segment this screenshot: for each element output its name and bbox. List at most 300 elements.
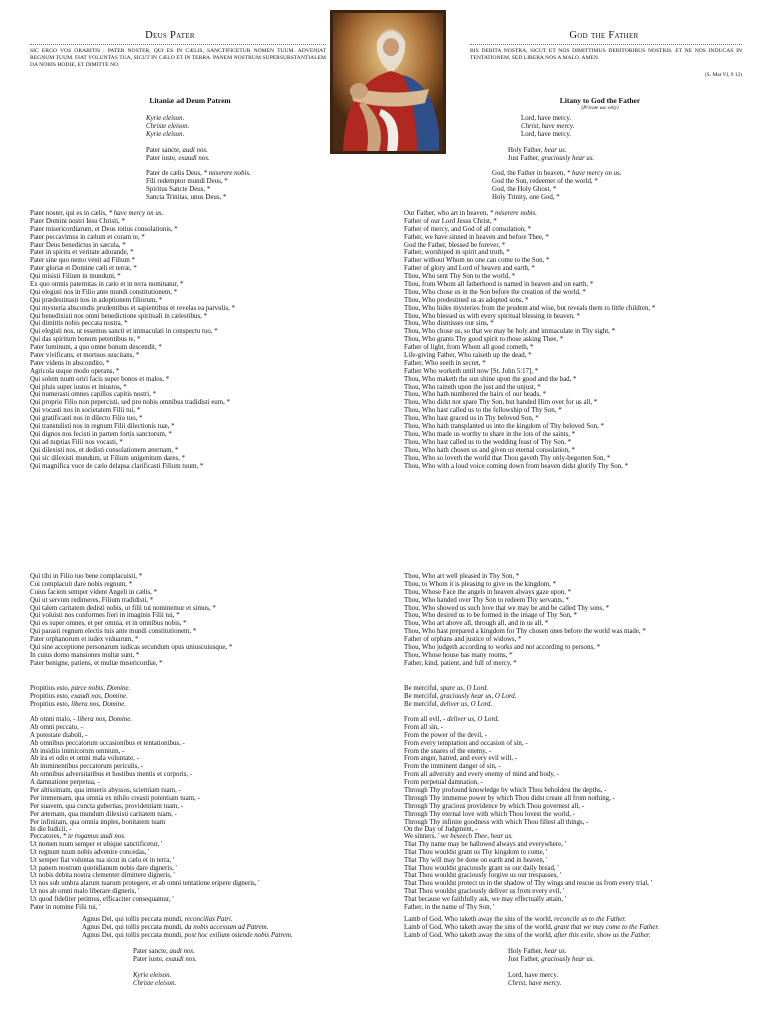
litany-line [404,431,655,439]
litany-line-text: Agnus Dei, qui tollis peccata mundi, [82,916,185,923]
litany-line-text: Qui vocasti nos in societatem Filii tui, * [30,407,141,415]
litany-line-text: Qui sine acceptione personarum iudicas secundum opus uniuscuiusque, * [30,644,233,652]
litany-line [404,763,615,771]
litany-line [404,463,655,471]
litany-line-text: Qui ut servum redimeres, Filium tradidisti, * [30,596,154,604]
litany-line [30,218,235,226]
english-invocations-continued [404,573,646,668]
litany-line-text: Per suavem, qua cuncta gubernas, providentiam tuam, - [30,802,184,810]
litany-line [508,980,594,988]
litany-line-text: Father of our Lord Jesus Christ, * [404,217,497,225]
litany-line [30,344,235,352]
litany-line-text: Lord, have mercy. [508,971,559,979]
litany-line-text: Thou, Who hath numbered the hairs of our heads, * [404,391,547,399]
litany-line-text: Ut semper fiat voluntas tua sicut in cælo et in terra, ' [30,856,174,864]
litany-line-text: Father Who worketh until now [St. John 5:17], * [404,367,539,375]
litany-line-text: Qui dilexisti nos, et dedisti consolationem æternam, * [30,446,179,454]
litany-line-text: From all adversity and every enemy of mind and body, - [404,771,560,779]
litany-line-text: Thou, Who showed us such love that we may be and be called Thy sons, * [404,604,610,612]
litany-line [404,218,655,226]
litany-line-text: Thou, Who blessed us with every spiritual blessing in heaven, * [404,312,580,320]
litany-line-text: From the snares of the enemy, - [404,747,492,755]
litany-line-text: Holy Father, [508,147,545,154]
litany-line [404,916,659,924]
litany-line [30,857,260,865]
latin-invocations [30,210,235,470]
litany-line-text: From all sin, - [404,723,444,731]
litany-line-text: Pater sine quo nemo venit ad Filium * [30,257,136,265]
litany-line [30,652,232,660]
litany-line [30,755,200,763]
litany-line-text: Thou, Who so loveth the world that Thou gaveth Thy only-begotten Son, * [404,454,611,462]
litany-line-text: Qui elegisti nos, ut essemus sancti et immaculati in conspectu tuo, * [30,328,218,336]
litany-response: reconcilias Patri. [184,916,233,923]
litany-line [30,636,232,644]
litany-response: * miserere nobis. [489,210,537,217]
litany-line-text: That Thou wouldst graciously deliver us from every evil, ' [404,888,565,896]
litany-line [404,787,615,795]
litany-line [30,819,200,827]
litany-line [404,376,655,384]
litany-response: deliver us, O Lord. [440,700,493,708]
litany-line-text: Kyrie eleison. [146,115,185,122]
litany-line-text: Qui dignos nos fecisti in partem fortis sanctorum, * [30,430,172,438]
litany-line [492,194,622,202]
litany-response: reconcile us to the Father. [554,916,626,923]
litany-line [404,249,655,257]
litany-line-text: Cui complacuit dare nobis regnum, * [30,580,133,588]
litany-line-text: Thou, Who hath transplanted us into the kingdom of Thy beloved Son, * [404,423,604,431]
litany-line [30,257,235,265]
litany-line [492,178,622,186]
latin-trinity-block [146,170,251,202]
litany-line [404,384,655,392]
litany-line [404,724,615,732]
litany-line-text: Qui talem caritatem dedisti nobis, ut filii tui nominemur et simus, * [30,604,216,612]
litany-line-text: Kyrie eleison. [133,971,172,979]
litany-line-text: Pater iuste, [133,955,166,963]
litany-line [133,980,197,988]
litany-line-text: That because we faithfully ask, we may effectually attain, ' [404,896,567,904]
litany-line-text: Qui das spiritum bonum petentibus te, * [30,336,141,344]
litany-line [404,701,516,709]
litany-line [404,605,646,613]
litany-line [30,795,200,803]
litany-line [133,956,197,964]
litany-line-text: Propitius esto, [30,700,72,708]
litany-line-text: Ab omnibus peccatorum occasionibus et tentationibus, - [30,739,185,747]
litany-line [508,147,594,155]
litany-line-text: Qui magnifica voce de cælo delapsa clarificasti Filium tuum, * [30,462,204,470]
litany-line [30,376,235,384]
litany-line [30,865,260,873]
litany-line-text: Qui solem tuum oriri facis super bonos et malos, * [30,375,170,383]
litany-line-text: Qui ad nuptias Filii nos vocasti, * [30,438,123,446]
litany-line [404,865,652,873]
litany-line-text: From perpetual damnation, - [404,779,483,787]
litany-line-text: Lord, have mercy. [521,130,572,138]
litany-line [404,581,646,589]
litany-line [404,573,646,581]
litany-line [404,795,615,803]
litany-line [82,932,293,940]
litany-line-text: Qui tibi in Filio tuo bene complacuisti, * [30,573,143,580]
litany-line-text: Thou, Who hast called us to the fellowship of Thy Son, * [404,407,562,415]
litany-line [508,948,594,956]
latin-litany-title: Litaniæ ad Deum Patrem [149,96,231,105]
latin-invocations-continued [30,573,232,668]
litany-line-text: Pater in spiritu et veritate adorande, * [30,249,134,257]
litany-line [404,660,646,668]
litany-response: post hoc exilium ostende nobis Patrem. [184,931,293,939]
litany-line-text: Father, kind, patient, and full of mercy, * [404,659,517,667]
litany-line-text: Thou, Whose house has many rooms, * [404,651,513,659]
litany-response: audi nos. [182,147,208,154]
litany-line [404,281,655,289]
litany-line-text: Pater luminum, a quo omne bonum descendit, * [30,344,162,352]
litany-line-text: Father of light, from Whom all good cometh, * [404,344,534,352]
litany-line [404,407,655,415]
litany-line [30,265,235,273]
litany-line-text: Thou, Who art above all, through all, and in us all, * [404,620,549,628]
litany-line-text: Lord, have mercy. [521,115,572,122]
litany-line-text: Holy Trinity, one God, * [492,193,560,201]
litany-line-text: Ab ira et odio et omni mala voluntate, - [30,755,139,763]
litany-line [30,904,260,912]
litany-line-text: Be merciful, [404,692,441,700]
litany-line [30,589,232,597]
litany-line [30,811,200,819]
litany-line [404,368,655,376]
litany-line [404,811,615,819]
litany-line [404,328,655,336]
litany-response: - libera nos, Domine. [73,716,133,723]
litany-line-text: Ut panem nostrum quotidianum nobis dare digneris, ' [30,864,177,872]
litany-line-text: Pater de cælis Deus, [146,170,204,177]
litany-line-text: Per altissimam, qua intueris abyssos, scientiam tuam, - [30,787,181,795]
litany-line [404,748,615,756]
litany-line-text: Qui sic dilexisti mundum, ut Filium unigenitum dares, * [30,454,186,462]
litany-line-text: God, the Father in heaven, [492,170,567,177]
litany-line [404,415,655,423]
litany-line-text: Christe eleison. [133,979,177,987]
litany-line [30,581,232,589]
litany-response: exaudi nos. [165,955,197,963]
litany-line [404,265,655,273]
litany-line [508,956,594,964]
litany-line-text: Ut nobis debita nostra clementer dimittere digneris, ' [30,872,175,880]
litany-line [404,779,615,787]
english-lords-prayer: BIS DEBITA NOSTRA, SICUT ET NOS DIMITTIMUS DEBITORIBUS NOSTRIS. ET NE NOS INDUCAS IN TENTATIONEM, SED LIBERA NOS A MALO. AMEN. [470,44,742,62]
litany-line-text: That Thou wouldst grant us Thy kingdom to come, ' [404,848,548,856]
litany-line-text: Pater Domini nostri Iesu Christi, * [30,217,125,225]
litany-line [30,849,260,857]
litany-line [404,352,655,360]
litany-line [404,740,615,748]
litany-line-text: Qui elegisti nos in Filio ante mundi constitutionem, * [30,288,178,296]
litany-line-text: Ab insidiis inimicorum omnium, - [30,747,125,755]
litany-line [508,972,594,980]
litany-line [30,628,232,636]
litany-line-text: Ex quo omnis paternitas in cælo et in terra nominatur, * [30,281,184,289]
scripture-citation: (S. Mat VI, 9 13) [704,72,742,78]
litany-line [508,964,594,972]
english-heading: God the Father [569,30,639,41]
litany-line-text: Thou, Who made us worthy to share in the lots of the saints, * [404,430,576,438]
litany-line [30,803,200,811]
litany-line-text: Sancta Trinitas, unus Deus, * [146,193,227,201]
litany-line-text: Qui mysteria abscondis prudentibus et sapientibus et revelas ea parvulis, * [30,304,235,312]
litany-line [404,716,615,724]
litany-line-text: Pater videns in abscondito, * [30,359,110,367]
litany-line [30,336,235,344]
litany-line-text: Fili redemptor mundi Deus, * [146,177,228,185]
litany-line-text: Thou, Who desired us to be formed in the image of Thy Son, * [404,612,577,620]
litany-line-text: Through Thy eternal love with which Thou lovest the world, - [404,810,576,818]
litany-line [404,636,646,644]
litany-line [404,803,615,811]
litany-response: after this exile, show us the Father. [554,931,651,939]
litany-line [404,297,655,305]
litany-line [404,273,655,281]
litany-response: parce nobis, Domine. [71,685,131,692]
litany-line [404,289,655,297]
litany-response: exaudi nos. [178,154,210,162]
litany-line-text: Qui voluisti nos conformes fieri in imaginis Filii tui, * [30,612,180,620]
litany-line [30,732,200,740]
litany-line-text: Propitius esto, [30,692,72,700]
litany-line [30,249,235,257]
english-kyrie-block [521,115,574,139]
litany-line-text: Pater vivificans, et mortuos suscitans, * [30,352,140,360]
litany-line [30,384,235,392]
litany-line [30,771,200,779]
litany-line-text: Pater sancte, [146,147,183,154]
litany-line [30,463,235,471]
litany-line-text: Qui numerasti omnes capillos capitis nostri, * [30,391,157,399]
english-pater-block [508,147,594,163]
litany-line [404,857,652,865]
litany-line-text: That Thou wouldst protect us in the shadow of Thy wings and rescue us from every trial, ' [404,880,652,888]
litany-line [30,305,235,313]
litany-line [404,880,652,888]
litany-line-text: Pater noster, qui es in cælis, [30,210,109,217]
litany-line-text: Father, Who seeth in secret, * [404,359,486,367]
litany-line [404,320,655,328]
litany-line [404,693,516,701]
litany-line [30,415,235,423]
litany-line-text: Thou, to Whom it is pleasing to give us the kingdom, * [404,580,557,588]
litany-line-text: God the Father, blessed be forever, * [404,241,506,249]
litany-line [404,344,655,352]
litany-response: * te rogamus audi nos. [62,833,126,840]
english-deliverance-block [404,716,615,834]
litany-line [30,328,235,336]
litany-line [404,628,646,636]
litany-line-text: That Thy name may be hallowed always and everywhere, ' [404,840,566,848]
litany-line-text: Thou, Who chose us in the Son before the creation of the world, * [404,288,586,296]
litany-line-text: Lamb of God, Who taketh away the sins of the world, [404,931,555,939]
litany-response: hear us. [544,147,567,154]
litany-line-text: From the power of the devil, - [404,731,487,739]
litany-line-text: Thou, Who sent Thy Son to the world, * [404,273,516,281]
litany-line-text: Qui proprio Filio non pepercisti, sed pro nobis omnibus tradidisti eum, * [30,399,231,407]
litany-response: audi nos. [169,948,195,955]
litany-line-text: Thou, Who maketh the sun shine upon the good and the bad, * [404,375,577,383]
english-closing-block [508,948,594,987]
litany-line [30,439,235,447]
litany-line [404,644,646,652]
litany-line [133,948,197,956]
litany-line [30,724,200,732]
litany-line-text: Thou, Who raineth upon the just and the unjust, * [404,383,541,391]
litany-line-text: Qui misisti Filium in mundum, * [30,273,121,281]
english-merciful-block [404,685,516,709]
litany-line-text: Christ, have mercy. [521,122,575,130]
litany-line [30,210,235,218]
litany-line [404,652,646,660]
litany-line-text: Ut quod fideliter petimus, efficaciter consequamur, ' [30,896,174,904]
litany-line [30,313,235,321]
litany-response: libera nos, Domine. [71,700,126,708]
litany-line [146,194,251,202]
litany-line [30,320,235,328]
litany-line-text: Just Father, [508,154,542,162]
litany-line-text: Ab imminentibus peccatorum periculis, - [30,763,144,771]
page-gap [0,512,768,548]
litany-line [30,297,235,305]
litany-line [82,924,293,932]
litany-line-text: Ab omni peccato, - [30,723,83,731]
litany-line-text: Thou, Who hides mysteries from the prudent and wise, but reveals them to little children, * [404,304,656,312]
litany-response: grant that we may come to the Father. [554,923,659,931]
litany-line-text: Pater Deus benedictus in sæcula, * [30,241,126,249]
litany-line [404,257,655,265]
litany-line [404,888,652,896]
litany-line [404,447,655,455]
litany-line-text: Just Father, [508,955,542,963]
litany-line [146,147,210,155]
litany-line [30,391,235,399]
litany-line-text: Peccatores, [30,833,63,840]
litany-line [133,972,197,980]
litany-line-text: Pater orphanorum et iudex viduarum, * [30,636,139,644]
litany-line [521,131,574,139]
litany-line-text: Thou, Who with a loud voice coming down from heaven didst glorify Thy Son, * [404,462,629,470]
english-litany-subtitle: (Private use only) [581,105,619,111]
litany-line [30,447,235,455]
litany-line-text: Ut nos ab omni malo liberare digneris, ' [30,888,140,896]
litany-line [30,787,200,795]
litany-line [404,360,655,368]
litany-line [30,605,232,613]
painting-image [333,13,443,151]
litany-line [404,755,615,763]
litany-line-text: On the Day of Judgment, - [404,826,478,834]
english-trinity-block [492,170,622,202]
litany-line-text: Pater misericordiarum, et Deus totius consolationis, * [30,225,178,233]
litany-line-text: Per infinitam, qua omnia imples, bonitatem tuam [30,818,166,826]
litany-line-text: Christe eleison. [146,122,190,130]
litany-line [30,423,235,431]
litany-line-text: That Thou wouldst graciously forgive us our trespasses, ' [404,872,561,880]
litany-line [30,612,232,620]
litany-line-text: Ab omni malo, [30,716,74,723]
litany-line [30,763,200,771]
litany-line-text: Ut nomen tuum semper et ubique sanctificetur, ' [30,840,163,848]
litany-line [404,234,655,242]
litany-line [508,155,594,163]
litany-line [146,178,251,186]
litany-line [30,716,200,724]
litany-line-text: Father of orphans and justice of widows, * [404,636,522,644]
litany-line [404,439,655,447]
litany-line-text: Propitius esto, [30,685,72,692]
litany-line [30,644,232,652]
litany-line [30,872,260,880]
litany-line-text: Qui transtulisti nos in regnum Filii dilectionis tuæ, * [30,423,175,431]
litany-line [404,226,655,234]
litany-line-text: Be merciful, [404,685,441,692]
litany-line-text: Qui es super omnes, et per omnia, et in omnibus nobis, * [30,620,187,628]
litany-line [30,685,130,693]
litany-line [404,841,652,849]
litany-line [30,880,260,888]
litany-line-text: Thou, Who hast prepared a kingdom for Thy chosen ones before the world was made, * [404,628,646,636]
litany-line [404,455,655,463]
litany-line-text: Pater gloriæ et Domine cæli et terræ, * [30,265,137,273]
english-petitions-block [404,833,652,912]
litany-line-text: Qui gratificasti nos in dilecto Filio tuo, * [30,415,143,423]
litany-line [521,123,574,131]
litany-line [30,289,235,297]
litany-line-text: We sinners, [404,833,438,840]
litany-line-text: Qui parasti regnum electis tuis ante mundi constitutionem, * [30,628,197,636]
litany-line [30,273,235,281]
litany-line [30,455,235,463]
litany-line [30,242,235,250]
litany-response: graciously hear us, O Lord. [440,692,517,700]
litany-line [30,352,235,360]
english-lamb-of-god-block [404,916,659,940]
latin-closing-block [133,948,197,987]
litany-line-text: Qui benedixisti nos omni benedictione spirituali in cælestibus, * [30,312,208,320]
litany-line [404,391,655,399]
litany-line [404,924,659,932]
litany-line [30,740,200,748]
litany-line-text: Agnus Dei, qui tollis peccata mundi, [82,923,185,931]
litany-line [404,932,659,940]
litany-line [404,771,615,779]
litany-line [404,612,646,620]
litany-line-text: Ab omnibus adversitatibus et hostibus mentis et corporis, - [30,771,193,779]
litany-line-text: Thou, Who handed over Thy Son to redeem Thy servants, * [404,596,569,604]
litany-line-text: Through Thy immense power by which Thou didst create all from nothing, - [404,794,615,802]
litany-line [30,573,232,581]
litany-line [404,242,655,250]
litany-line [404,904,652,912]
litany-line-text: Thou, Who hast graced us in Thy beloved Son, * [404,415,539,423]
litany-line [404,872,652,880]
litany-line-text: That Thy will may be done on earth and in heaven, ' [404,856,548,864]
litany-line-text: Life-giving Father, Who raiseth up the dead, * [404,352,532,360]
litany-line [404,819,615,827]
litany-line [30,234,235,242]
litany-line [146,115,189,123]
litany-line [404,589,646,597]
litany-line-text: Through Thy gracious providence by which Thou governest all, - [404,802,585,810]
latin-kyrie-block [146,115,189,139]
